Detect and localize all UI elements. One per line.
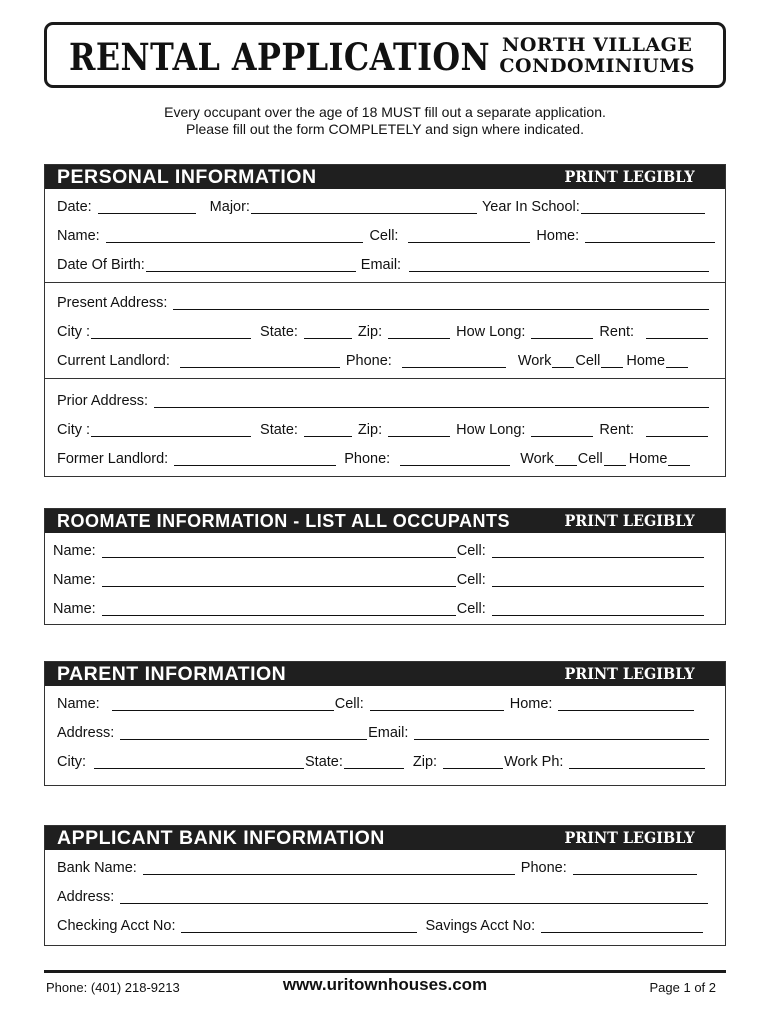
parent-cell-label: Cell: xyxy=(334,696,364,712)
parent-home-field[interactable] xyxy=(558,694,694,711)
prior-cell-checkbox[interactable] xyxy=(604,449,626,466)
zip-label: Zip: xyxy=(357,324,383,340)
roommate-cell-label: Cell: xyxy=(456,543,486,559)
section-title: APPLICANT BANK INFORMATION xyxy=(57,827,385,849)
parent-home-label: Home: xyxy=(509,696,553,712)
parent-state-label: State: xyxy=(305,754,343,770)
how-long-label: How Long: xyxy=(456,324,526,340)
row-parent-name xyxy=(45,686,725,715)
row-parent-address xyxy=(45,715,725,744)
instructions-line1: Every occupant over the age of 18 MUST fill out a separate application. xyxy=(164,104,606,120)
checking-acct-label: Checking Acct No: xyxy=(57,918,176,934)
present-address-group xyxy=(45,282,725,378)
parent-email-label: Email: xyxy=(368,725,409,741)
major-label: Major: xyxy=(209,199,250,215)
header-box xyxy=(44,22,726,88)
cell-label: Cell: xyxy=(369,228,399,244)
year-in-school-field[interactable] xyxy=(581,197,705,214)
city-field[interactable] xyxy=(91,322,251,339)
roommate-name-field[interactable] xyxy=(102,570,456,587)
row-dob-email xyxy=(45,247,725,276)
complex-name xyxy=(499,35,695,77)
print-legibly-label: PRINT LEGIBLY xyxy=(564,167,695,186)
dob-field[interactable] xyxy=(146,255,356,272)
row-present-address xyxy=(45,283,725,314)
how-long-field[interactable] xyxy=(531,322,593,339)
prior-rent-field[interactable] xyxy=(646,420,708,437)
section-header xyxy=(45,826,725,850)
bank-name-label: Bank Name: xyxy=(57,860,137,876)
row-bank-accounts xyxy=(45,908,725,937)
present-address-label: Present Address: xyxy=(57,295,168,311)
roommate-name-label: Name: xyxy=(53,572,96,588)
prior-work-label: Work xyxy=(520,451,554,467)
roommate-row xyxy=(45,591,725,620)
parent-rows xyxy=(45,686,725,785)
complex-name-line2: CONDOMINIUMS xyxy=(499,55,695,77)
footer-phone: Phone: (401) 218-9213 xyxy=(46,980,180,995)
prior-home-checkbox[interactable] xyxy=(668,449,690,466)
section-header xyxy=(45,662,725,686)
savings-acct-field[interactable] xyxy=(541,916,703,933)
row-prior-city xyxy=(45,412,725,441)
parent-state-field[interactable] xyxy=(344,752,404,769)
instructions-line2: Please fill out the form COMPLETELY and sign where indicated. xyxy=(186,121,584,137)
roommate-cell-label: Cell: xyxy=(456,572,486,588)
prior-city-field[interactable] xyxy=(91,420,251,437)
prior-address-group xyxy=(45,378,725,476)
personal-basic-group xyxy=(45,189,725,282)
parent-cell-field[interactable] xyxy=(370,694,504,711)
roommate-rows xyxy=(45,533,725,624)
row-bank-address xyxy=(45,879,725,908)
print-legibly-label: PRINT LEGIBLY xyxy=(564,828,695,847)
roommate-cell-field[interactable] xyxy=(492,541,704,558)
checking-acct-field[interactable] xyxy=(181,916,417,933)
prior-address-label: Prior Address: xyxy=(57,393,149,409)
landlord-phone-field[interactable] xyxy=(402,351,506,368)
former-landlord-field[interactable] xyxy=(174,449,336,466)
roommate-row xyxy=(45,533,725,562)
complex-name-line1: NORTH VILLAGE xyxy=(502,34,693,56)
prior-address-field[interactable] xyxy=(154,391,709,408)
row-name-cell-home xyxy=(45,218,725,247)
parent-address-field[interactable] xyxy=(120,723,367,740)
roommate-name-field[interactable] xyxy=(102,541,456,558)
cell-type-label: Cell xyxy=(575,353,601,369)
former-landlord-phone-field[interactable] xyxy=(400,449,510,466)
roommate-name-field[interactable] xyxy=(102,599,456,616)
row-prior-address xyxy=(45,379,725,412)
city-label: City : xyxy=(57,324,91,340)
rent-label: Rent: xyxy=(599,324,635,340)
prior-city-label: City : xyxy=(57,422,91,438)
roommate-cell-label: Cell: xyxy=(456,601,486,617)
parent-address-label: Address: xyxy=(57,725,115,741)
email-label: Email: xyxy=(360,257,402,273)
prior-rent-label: Rent: xyxy=(599,422,635,438)
present-address-field[interactable] xyxy=(173,293,709,310)
prior-work-checkbox[interactable] xyxy=(555,449,577,466)
prior-how-long-field[interactable] xyxy=(531,420,593,437)
roommate-name-label: Name: xyxy=(53,543,96,559)
bank-information-section xyxy=(44,825,726,946)
prior-zip-field[interactable] xyxy=(388,420,450,437)
current-landlord-label: Current Landlord: xyxy=(57,353,170,369)
footer-page-number: Page 1 of 2 xyxy=(649,980,716,995)
state-field[interactable] xyxy=(304,322,352,339)
parent-zip-label: Zip: xyxy=(412,754,438,770)
prior-state-label: State: xyxy=(260,422,298,438)
print-legibly-label: PRINT LEGIBLY xyxy=(564,511,695,530)
major-field[interactable] xyxy=(251,197,477,214)
bank-phone-field[interactable] xyxy=(573,858,697,875)
section-title: PERSONAL INFORMATION xyxy=(57,166,317,188)
parent-email-field[interactable] xyxy=(414,723,709,740)
form-title: RENTAL APPLICATION xyxy=(69,35,491,79)
instructions xyxy=(0,104,770,138)
cell-field[interactable] xyxy=(408,226,530,243)
state-label: State: xyxy=(260,324,298,340)
name-label: Name: xyxy=(57,228,100,244)
current-landlord-field[interactable] xyxy=(180,351,340,368)
prior-cell-type-label: Cell xyxy=(577,451,603,467)
personal-information-section xyxy=(44,164,726,477)
landlord-phone-label: Phone: xyxy=(345,353,392,369)
bank-rows xyxy=(45,850,725,945)
parent-name-label: Name: xyxy=(57,696,100,712)
parent-information-section xyxy=(44,661,726,786)
footer-website[interactable]: www.uritownhouses.com xyxy=(282,975,488,994)
parent-work-phone-label: Work Ph: xyxy=(504,754,564,770)
home-label: Home: xyxy=(536,228,580,244)
former-landlord-label: Former Landlord: xyxy=(57,451,169,467)
bank-address-label: Address: xyxy=(57,889,115,905)
work-checkbox[interactable] xyxy=(552,351,574,368)
section-title: ROOMATE INFORMATION - LIST ALL OCCUPANTS xyxy=(57,511,510,531)
parent-city-label: City: xyxy=(57,754,86,770)
parent-zip-field[interactable] xyxy=(443,752,503,769)
row-date-major-year xyxy=(45,189,725,218)
date-field[interactable] xyxy=(98,197,196,214)
bank-name-field[interactable] xyxy=(143,858,515,875)
roommate-row xyxy=(45,562,725,591)
prior-state-field[interactable] xyxy=(304,420,352,437)
dob-label: Date Of Birth: xyxy=(57,257,145,273)
home-field[interactable] xyxy=(585,226,715,243)
zip-field[interactable] xyxy=(388,322,450,339)
home-type-label: Home xyxy=(626,353,666,369)
section-header xyxy=(45,509,725,533)
home-checkbox[interactable] xyxy=(666,351,688,368)
bank-phone-label: Phone: xyxy=(520,860,567,876)
date-label: Date: xyxy=(57,199,92,215)
email-field[interactable] xyxy=(409,255,709,272)
cell-checkbox[interactable] xyxy=(601,351,623,368)
rent-field[interactable] xyxy=(646,322,708,339)
parent-name-field[interactable] xyxy=(112,694,334,711)
parent-work-phone-field[interactable] xyxy=(569,752,705,769)
row-bank-name xyxy=(45,850,725,879)
row-current-landlord xyxy=(45,343,725,372)
roommate-information-section xyxy=(44,508,726,625)
section-title: PARENT INFORMATION xyxy=(57,663,287,685)
row-parent-city xyxy=(45,744,725,773)
row-present-city xyxy=(45,314,725,343)
footer-divider xyxy=(44,970,726,973)
prior-how-long-label: How Long: xyxy=(456,422,526,438)
roommate-cell-field[interactable] xyxy=(492,599,704,616)
parent-city-field[interactable] xyxy=(94,752,304,769)
roommate-name-label: Name: xyxy=(53,601,96,617)
name-field[interactable] xyxy=(106,226,364,243)
roommate-cell-field[interactable] xyxy=(492,570,704,587)
year-in-school-label: Year In School: xyxy=(481,199,580,215)
print-legibly-label: PRINT LEGIBLY xyxy=(564,664,695,683)
prior-home-type-label: Home xyxy=(628,451,668,467)
prior-zip-label: Zip: xyxy=(357,422,383,438)
former-landlord-phone-label: Phone: xyxy=(344,451,391,467)
row-former-landlord xyxy=(45,441,725,470)
savings-acct-label: Savings Acct No: xyxy=(425,918,536,934)
work-label: Work xyxy=(517,353,552,369)
bank-address-field[interactable] xyxy=(120,887,708,904)
section-header xyxy=(45,165,725,189)
